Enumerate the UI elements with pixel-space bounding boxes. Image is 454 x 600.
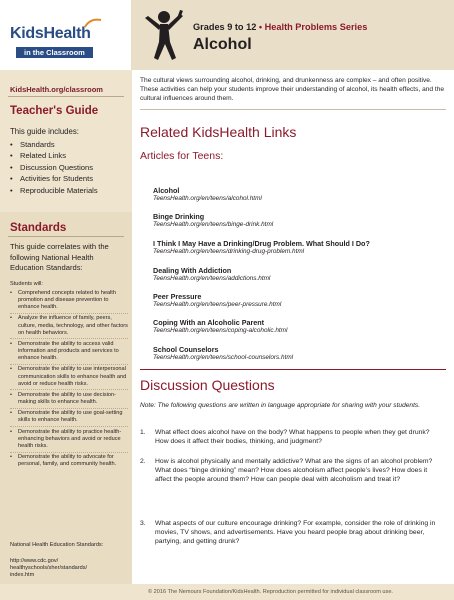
grade-series-line [193, 22, 367, 32]
guide-item: • Discussion Questions [10, 162, 98, 173]
discussion-title: Discussion Questions [140, 377, 275, 393]
question-text: How is alcohol physically and mentally addictive? What are the signs of an alcohol problem? What does “binge drinking” mean? How does alcoholism affect people’s lives? How does it affect the people around them? How can people deal with alcoholism and treat it? [155, 458, 433, 484]
link-title: Dealing With Addiction [153, 266, 232, 275]
link-url[interactable]: TeensHealth.org/en/teens/school-counselors.html [153, 354, 294, 361]
link-title: Binge Drinking [153, 212, 205, 221]
series-name: Health Problems Series [264, 22, 368, 32]
question-number: 2. [140, 458, 146, 465]
series-separator: • [258, 22, 263, 32]
link-url[interactable]: TeensHealth.org/en/teens/alcohol.html [153, 195, 262, 202]
nhes-url-line-3[interactable]: index.htm [10, 572, 35, 578]
kidshealth-logo[interactable] [10, 25, 110, 55]
link-url[interactable]: TeensHealth.org/en/teens/drinking-drug-problem.html [153, 248, 305, 255]
standard-item: • Demonstrate the ability to use interpersonal communication skills to enhance health and avoid or reduce health risks. [10, 366, 128, 390]
link-item [153, 345, 443, 363]
related-links-title: Related KidsHealth Links [140, 124, 297, 140]
intro-divider [140, 109, 446, 110]
question-text: What aspects of our culture encourage drinking? For example, consider the role of drinking in movies, TV shows, and advertisements. Have you heard people brag about drinking beer, partying, and getting drunk? [155, 520, 436, 546]
standard-item: • Demonstrate the ability to advocate for personal, family, and community health. [10, 454, 128, 468]
link-item [153, 186, 443, 204]
students-will-label: Students will: [10, 281, 43, 287]
discussion-note: Note: The following questions are written in language appropriate for sharing with your students. [140, 402, 421, 409]
link-title: I Think I May Have a Drinking/Drug Problem. What Should I Do? [153, 239, 370, 248]
link-item [153, 318, 443, 336]
logo-area [0, 0, 132, 70]
standard-item: • Demonstrate the ability to access valid information and products and services to enhance health. [10, 341, 128, 365]
link-item [153, 292, 443, 310]
link-title: School Counselors [153, 345, 219, 354]
standard-item: • Comprehend concepts related to health promotion and disease prevention to enhance health. [10, 290, 128, 314]
guide-list [10, 139, 98, 196]
guide-item: • Standards [10, 139, 98, 150]
link-url[interactable]: TeensHealth.org/en/teens/peer-pressure.html [153, 301, 282, 308]
standards-divider [8, 236, 124, 237]
question-number: 3. [140, 520, 146, 527]
person-silhouette-icon [140, 8, 186, 68]
standard-item: • Demonstrate the ability to use decision-making skills to enhance health. [10, 392, 128, 409]
link-url[interactable]: TeensHealth.org/en/teens/binge-drink.html [153, 221, 274, 228]
section-divider [140, 369, 446, 370]
logo-subtext: in the Classroom [16, 47, 93, 58]
question-number: 1. [140, 429, 146, 436]
logo-swirl-icon [84, 17, 102, 29]
link-url[interactable]: TeensHealth.org/en/teens/addictions.html [153, 275, 271, 282]
guide-item: • Activities for Students [10, 173, 98, 184]
link-item [153, 239, 443, 257]
link-item [153, 212, 443, 230]
link-title: Peer Pressure [153, 292, 202, 301]
grade-level: Grades 9 to 12 [193, 22, 257, 32]
nhes-url-line-2[interactable]: healthyschools/sher/standards/ [10, 565, 88, 571]
nhes-url-line-1[interactable]: http://www.cdc.gov/ [10, 558, 59, 564]
classroom-url[interactable]: KidsHealth.org/classroom [10, 85, 103, 94]
nhes-label: National Health Education Standards: [10, 542, 104, 548]
standard-item: • Analyze the influence of family, peers, culture, media, technology, and other factors on health behaviors. [10, 315, 128, 339]
page-title: Alcohol [193, 36, 252, 53]
guide-item: • Reproducible Materials [10, 185, 98, 196]
footer [0, 584, 454, 600]
logo-text: KidsHealth [10, 25, 91, 42]
copyright-text: © 2016 The Nemours Foundation/KidsHealth. Reproduction permitted for individual classroom use. [148, 589, 393, 595]
intro-paragraph: The cultural views surrounding alcohol, drinking, and drunkenness are complex – and often positive. These activities can help your students improve their understanding of alcohol, its health effects, and the cultural influences around them. [140, 77, 445, 103]
link-title: Coping With an Alcoholic Parent [153, 318, 265, 327]
link-title: Alcohol [153, 186, 180, 195]
standard-item: • Demonstrate the ability to use goal-setting skills to enhance health. [10, 410, 128, 427]
question-text: What effect does alcohol have on the body? What happens to people when they get drunk? How does it affect their bodies, thinking, and judgment? [155, 429, 430, 446]
sidebar-divider [8, 96, 124, 97]
standards-title: Standards [10, 222, 67, 234]
link-item [153, 266, 443, 284]
teachers-guide-title: Teacher's Guide [10, 105, 99, 117]
link-url[interactable]: TeensHealth.org/en/teens/coping-alcoholic.html [153, 327, 288, 334]
guide-item: • Related Links [10, 150, 98, 161]
articles-subtitle: Articles for Teens: [140, 150, 224, 162]
standard-item: • Demonstrate the ability to practice health-enhancing behaviors and avoid or reduce health risks. [10, 429, 128, 453]
guide-includes-label: This guide includes: [10, 127, 79, 136]
student-standards-list [10, 290, 128, 470]
standards-intro: This guide correlates with the following National Health Education Standards: [10, 242, 109, 272]
